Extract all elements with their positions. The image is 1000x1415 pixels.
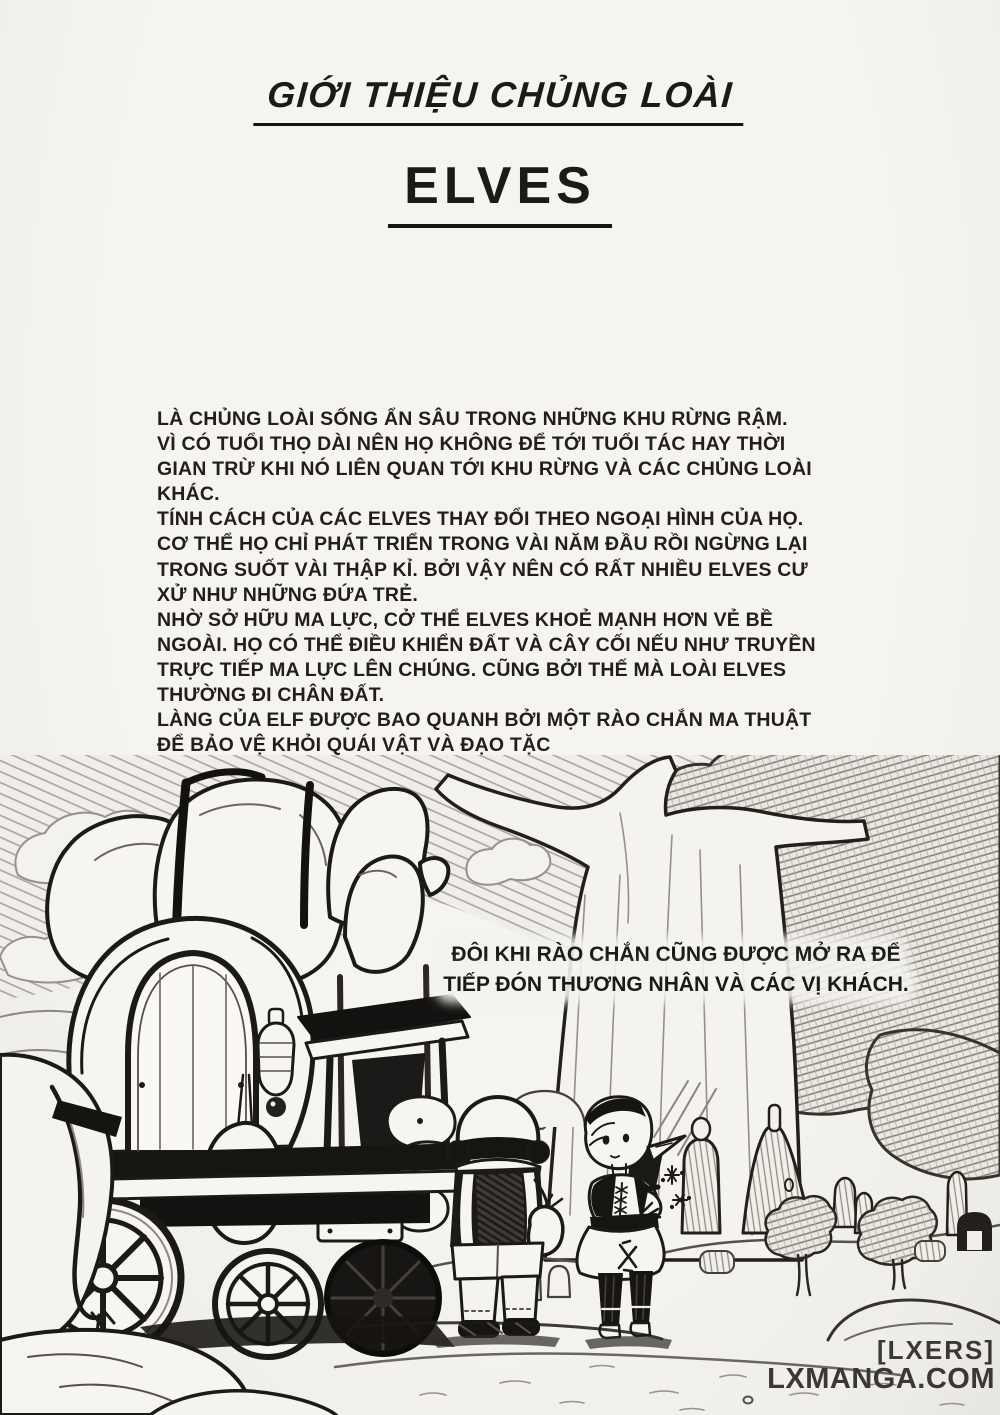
- pebble: [744, 1397, 753, 1404]
- kicker-text: GIỚI THIỆU CHỦNG LOÀI: [253, 74, 746, 126]
- watermark: [767, 1336, 995, 1395]
- kicker-heading: [0, 74, 1000, 126]
- description-line: KHÁC.: [157, 483, 220, 506]
- description-line: THƯỜNG ĐI CHÂN ĐẤT.: [157, 684, 385, 707]
- traveler-jeans: [460, 1276, 538, 1323]
- description-line: NGOÀI. HỌ CÓ THỂ ĐIỀU KHIỂN ĐẤT VÀ CÂY CỐI NẾU NHƯ TRUYỀN: [157, 633, 816, 656]
- description-line: NHỜ SỞ HỮU MA LỰC, CỞ THỂ ELVES KHOẺ MẠNH HƠN VẺ BỀ: [157, 608, 774, 631]
- page-title: [0, 156, 1000, 228]
- description-line: GIAN TRỪ KHI NÓ LIÊN QUAN TỚI KHU RỪNG VÀ CÁC CHỦNG LOÀI: [157, 458, 812, 481]
- species-title-text: ELVES: [388, 156, 612, 228]
- description-line: LÀNG CỦA ELF ĐƯỢC BAO QUANH BỞI MỘT RÀO CHẮN MA THUẬT: [157, 709, 812, 732]
- village-tree: [766, 1196, 836, 1295]
- traveler-character: [447, 1097, 563, 1338]
- description-line: TÍNH CÁCH CỦA CÁC ELVES THAY ĐỔI THEO NGOẠI HÌNH CỦA HỌ.: [157, 508, 804, 531]
- standing-stone: [682, 1139, 720, 1233]
- scene-caption: [432, 940, 920, 1000]
- caption-line-1: ĐÔI KHI RÀO CHẮN CŨNG ĐƯỢC MỞ RA ĐỂ: [451, 943, 901, 966]
- description-line: XỬ NHƯ NHỮNG ĐỨA TRẺ.: [157, 583, 419, 606]
- description-line: TRONG SUỐT VÀI THẬP KỈ. BỞI VẬY NÊN CÓ RẤT NHIỀU ELVES CƯ: [157, 558, 808, 581]
- scene-illustration: [0, 755, 1000, 1415]
- tree-canopy-lower: [866, 1030, 1000, 1179]
- description-line: TRỰC TIẾP MA LỰC LÊN CHÚNG. CŨNG BỞI THẾ MÀ LOÀI ELVES: [157, 658, 787, 681]
- description-line: VÌ CÓ TUỔI THỌ DÀI NÊN HỌ KHÔNG ĐỂ TỚI TUỔI TÁC HAY THỜI: [157, 433, 786, 456]
- description-line: ĐỂ BẢO VỆ KHỎI QUÁI VẬT VÀ ĐẠO TẶC: [157, 734, 551, 757]
- watermark-site: LXMANGA.COM: [767, 1363, 995, 1396]
- description-line: LÀ CHỦNG LOÀI SỐNG ẨN SÂU TRONG NHỮNG KHU RỪNG RẬM.: [157, 408, 788, 430]
- description-line: CƠ THỂ HỌ CHỈ PHÁT TRIỂN TRONG VÀI NĂM ĐẦU RỒI NGỪNG LẠI: [157, 533, 808, 556]
- caption-line-2: TIẾP ĐÓN THƯƠNG NHÂN VÀ CÁC VỊ KHÁCH.: [443, 973, 909, 996]
- species-description: [157, 407, 816, 758]
- watermark-group: [LXERS]: [877, 1335, 995, 1365]
